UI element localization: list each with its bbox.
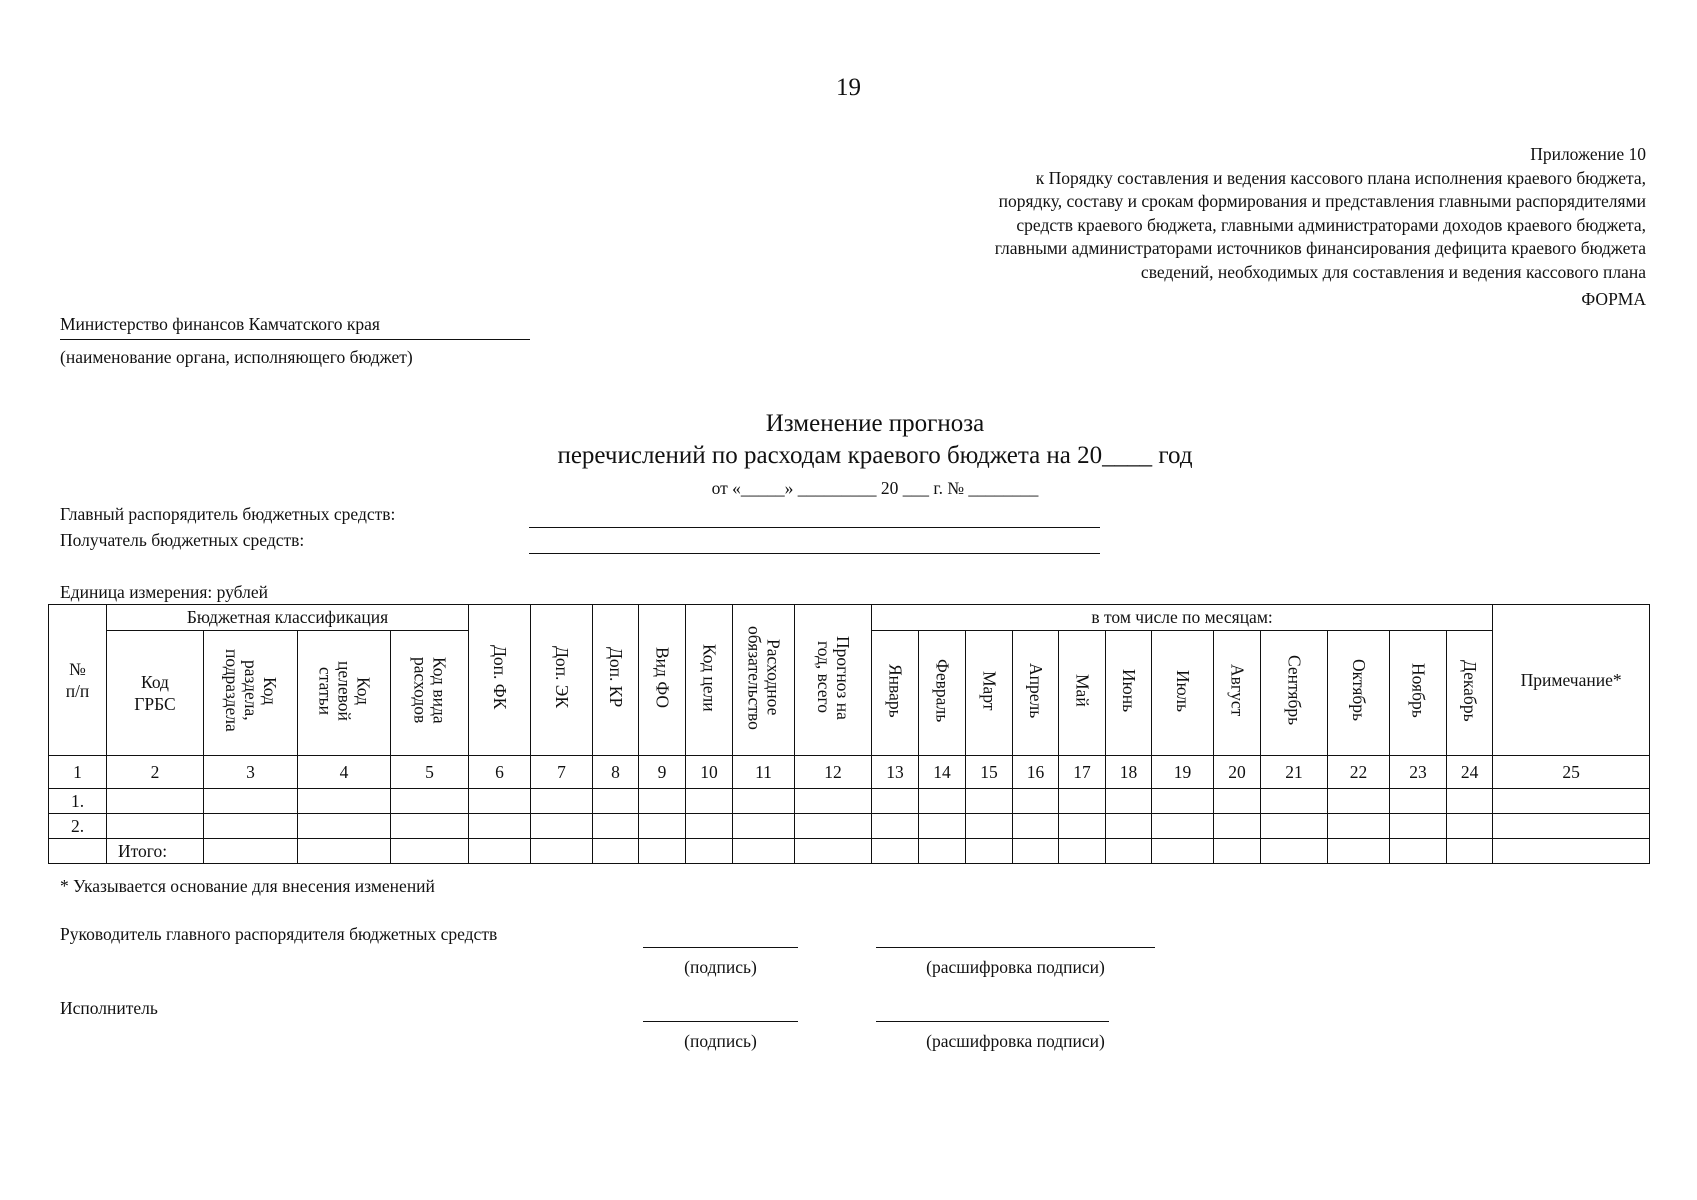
table-cell[interactable] <box>298 839 391 864</box>
head-signature-line[interactable] <box>643 947 798 948</box>
table-cell[interactable] <box>1390 839 1447 864</box>
recipient-label: Получатель бюджетных средств: <box>60 530 305 550</box>
document-title: Изменение прогноза <box>765 410 985 437</box>
page-number: 19 <box>836 74 861 101</box>
table-cell[interactable] <box>872 789 919 814</box>
head-signature-label: Руководитель главного распорядителя бюджетных средств <box>60 924 498 944</box>
table-cell[interactable] <box>1493 839 1650 864</box>
table-cell[interactable] <box>795 814 872 839</box>
header-row-groups <box>49 605 1650 631</box>
table-cell[interactable] <box>1106 789 1152 814</box>
column-number: 19 <box>1152 756 1214 789</box>
table-cell[interactable] <box>1059 839 1106 864</box>
col-header-month: Декабрь <box>1447 631 1493 756</box>
table-cell[interactable] <box>1059 789 1106 814</box>
column-number: 14 <box>919 756 966 789</box>
table-cell[interactable] <box>1328 789 1390 814</box>
table-cell[interactable] <box>391 814 469 839</box>
column-number: 10 <box>686 756 733 789</box>
column-number: 9 <box>639 756 686 789</box>
col-header-code-grbs: Код ГРБС <box>107 631 204 756</box>
col-header-dop-ek: Доп. ЭК <box>531 605 593 756</box>
table-cell[interactable] <box>391 789 469 814</box>
table-cell[interactable] <box>1214 839 1261 864</box>
col-header-month: Январь <box>872 631 919 756</box>
table-cell[interactable] <box>1013 789 1059 814</box>
column-number: 17 <box>1059 756 1106 789</box>
col-header-kod-celi: Код цели <box>686 605 733 756</box>
table-cell[interactable] <box>872 839 919 864</box>
table-cell[interactable] <box>1493 814 1650 839</box>
column-number: 11 <box>733 756 795 789</box>
table-cell[interactable] <box>795 839 872 864</box>
col-header-vid-fo: Вид ФО <box>639 605 686 756</box>
table-cell[interactable] <box>1261 789 1328 814</box>
col-header-month: Сентябрь <box>1261 631 1328 756</box>
row-number: 1. <box>49 789 107 814</box>
table-cell[interactable] <box>1152 839 1214 864</box>
col-header-month: Октябрь <box>1328 631 1390 756</box>
table-cell[interactable] <box>639 789 686 814</box>
executor-decoding-caption: (расшифровка подписи) <box>926 1031 1105 1051</box>
col-group-months: в том числе по месяцам: <box>872 605 1493 631</box>
table-cell[interactable] <box>204 839 298 864</box>
table-cell[interactable] <box>919 814 966 839</box>
table-cell[interactable] <box>919 839 966 864</box>
table-cell[interactable] <box>204 789 298 814</box>
col-header-code-section: Код раздела, подраздела <box>204 631 298 756</box>
col-header-num: № п/п <box>49 605 107 756</box>
col-header-dop-fk: Доп. ФК <box>469 605 531 756</box>
column-number: 18 <box>1106 756 1152 789</box>
date-number-line: от «_____» _________ 20 ___ г. № ________ <box>711 478 1039 498</box>
column-number: 22 <box>1328 756 1390 789</box>
col-header-month: Февраль <box>919 631 966 756</box>
table-cell[interactable] <box>1390 789 1447 814</box>
executor-signature-line[interactable] <box>643 1021 798 1022</box>
table-cell[interactable] <box>107 789 204 814</box>
recipient-field[interactable] <box>529 553 1100 554</box>
table-cell[interactable] <box>872 814 919 839</box>
table-cell[interactable] <box>1059 814 1106 839</box>
form-label: ФОРМА <box>1581 289 1646 309</box>
chief-manager-label: Главный распорядитель бюджетных средств: <box>60 504 396 524</box>
table-cell[interactable] <box>469 839 531 864</box>
table-cell[interactable] <box>531 789 593 814</box>
table-cell[interactable] <box>593 839 639 864</box>
head-signature-caption: (подпись) <box>684 957 757 977</box>
column-number: 25 <box>1493 756 1650 789</box>
col-header-month: Апрель <box>1013 631 1059 756</box>
table-cell[interactable] <box>733 839 795 864</box>
total-label: Итого: <box>107 839 204 864</box>
organ-caption: (наименование органа, исполняющего бюджет) <box>60 347 413 367</box>
column-number: 20 <box>1214 756 1261 789</box>
col-group-budget-classification: Бюджетная классификация <box>107 605 469 631</box>
appendix-line: порядку, составу и срокам формирования и представления главными распорядителями <box>998 191 1646 211</box>
head-decoding-caption: (расшифровка подписи) <box>926 957 1105 977</box>
column-number: 15 <box>966 756 1013 789</box>
table-cell[interactable] <box>686 839 733 864</box>
col-header-obligation: Расходное обязательство <box>733 605 795 756</box>
table-cell[interactable] <box>1106 839 1152 864</box>
column-number: 1 <box>49 756 107 789</box>
table-cell[interactable] <box>1328 814 1390 839</box>
table-cell[interactable] <box>204 814 298 839</box>
table-cell[interactable] <box>593 814 639 839</box>
table-row <box>49 814 1650 839</box>
table-cell[interactable] <box>391 839 469 864</box>
table-cell[interactable] <box>966 789 1013 814</box>
chief-manager-field[interactable] <box>529 527 1100 528</box>
col-header-month: Июль <box>1152 631 1214 756</box>
table-row <box>49 789 1650 814</box>
footnote: * Указывается основание для внесения изменений <box>60 876 435 896</box>
table-cell <box>49 839 107 864</box>
appendix-line: Приложение 10 <box>1530 144 1646 164</box>
table-cell[interactable] <box>1447 789 1493 814</box>
table-cell[interactable] <box>966 839 1013 864</box>
column-number: 3 <box>204 756 298 789</box>
column-number: 5 <box>391 756 469 789</box>
executor-label: Исполнитель <box>60 998 158 1018</box>
col-header-month: Май <box>1059 631 1106 756</box>
col-header-month: Март <box>966 631 1013 756</box>
col-header-month: Август <box>1214 631 1261 756</box>
table-cell[interactable] <box>469 789 531 814</box>
table-cell[interactable] <box>966 814 1013 839</box>
table-cell[interactable] <box>1261 839 1328 864</box>
table-cell[interactable] <box>639 839 686 864</box>
table-cell[interactable] <box>1261 814 1328 839</box>
table-cell[interactable] <box>1328 839 1390 864</box>
column-number: 21 <box>1261 756 1328 789</box>
row-number: 2. <box>49 814 107 839</box>
table-cell[interactable] <box>686 814 733 839</box>
appendix-line: к Порядку составления и ведения кассового плана исполнения краевого бюджета, <box>1035 167 1646 188</box>
executor-decoding-line[interactable] <box>876 1021 1109 1022</box>
table-cell[interactable] <box>1390 814 1447 839</box>
col-header-month: Июнь <box>1106 631 1152 756</box>
table-cell[interactable] <box>593 789 639 814</box>
unit-of-measure: Единица измерения: рублей <box>60 582 268 602</box>
table-cell[interactable] <box>298 789 391 814</box>
table-cell[interactable] <box>1152 814 1214 839</box>
appendix-header <box>746 143 1646 284</box>
table-cell[interactable] <box>1493 789 1650 814</box>
table-cell[interactable] <box>795 789 872 814</box>
col-header-note: Примечание* <box>1493 605 1650 756</box>
table-cell[interactable] <box>1152 789 1214 814</box>
column-number: 4 <box>298 756 391 789</box>
column-number: 6 <box>469 756 531 789</box>
table-cell[interactable] <box>919 789 966 814</box>
table-cell[interactable] <box>733 789 795 814</box>
table-cell[interactable] <box>1013 814 1059 839</box>
appendix-line: средств краевого бюджета, главными администраторами доходов краевого бюджета, <box>1016 214 1646 235</box>
table-cell[interactable] <box>1013 839 1059 864</box>
table-cell[interactable] <box>1447 839 1493 864</box>
column-number: 23 <box>1390 756 1447 789</box>
table-cell[interactable] <box>1106 814 1152 839</box>
executor-signature-caption: (подпись) <box>684 1031 757 1051</box>
table-cell[interactable] <box>1447 814 1493 839</box>
col-header-month: Ноябрь <box>1390 631 1447 756</box>
appendix-line: главными администраторами источников финансирования дефицита краевого бюджета <box>994 238 1646 258</box>
col-header-code-target: Код целевой статьи <box>298 631 391 756</box>
total-row <box>49 839 1650 864</box>
column-number: 13 <box>872 756 919 789</box>
head-decoding-line[interactable] <box>876 947 1155 948</box>
table-cell[interactable] <box>1214 789 1261 814</box>
column-number: 7 <box>531 756 593 789</box>
table-cell[interactable] <box>298 814 391 839</box>
col-header-forecast: Прогноз на год, всего <box>795 605 872 756</box>
organ-name: Министерство финансов Камчатского края <box>60 314 530 340</box>
column-numbers-row <box>49 756 1650 789</box>
table-cell[interactable] <box>733 814 795 839</box>
column-number: 2 <box>107 756 204 789</box>
table-cell[interactable] <box>531 814 593 839</box>
appendix-line: сведений, необходимых для составления и ведения кассового плана <box>1140 261 1646 282</box>
table-cell[interactable] <box>686 789 733 814</box>
table-cell[interactable] <box>639 814 686 839</box>
forecast-table <box>48 604 1650 864</box>
column-number: 8 <box>593 756 639 789</box>
table-cell[interactable] <box>531 839 593 864</box>
column-number: 16 <box>1013 756 1059 789</box>
col-header-code-expense-type: Код вида расходов <box>391 631 469 756</box>
col-header-dop-kr: Доп. КР <box>593 605 639 756</box>
table-cell[interactable] <box>107 814 204 839</box>
document-subtitle: перечислений по расходам краевого бюджета на 20____ год <box>557 442 1193 469</box>
column-number: 12 <box>795 756 872 789</box>
table-cell[interactable] <box>469 814 531 839</box>
table-cell[interactable] <box>1214 814 1261 839</box>
column-number: 24 <box>1447 756 1493 789</box>
